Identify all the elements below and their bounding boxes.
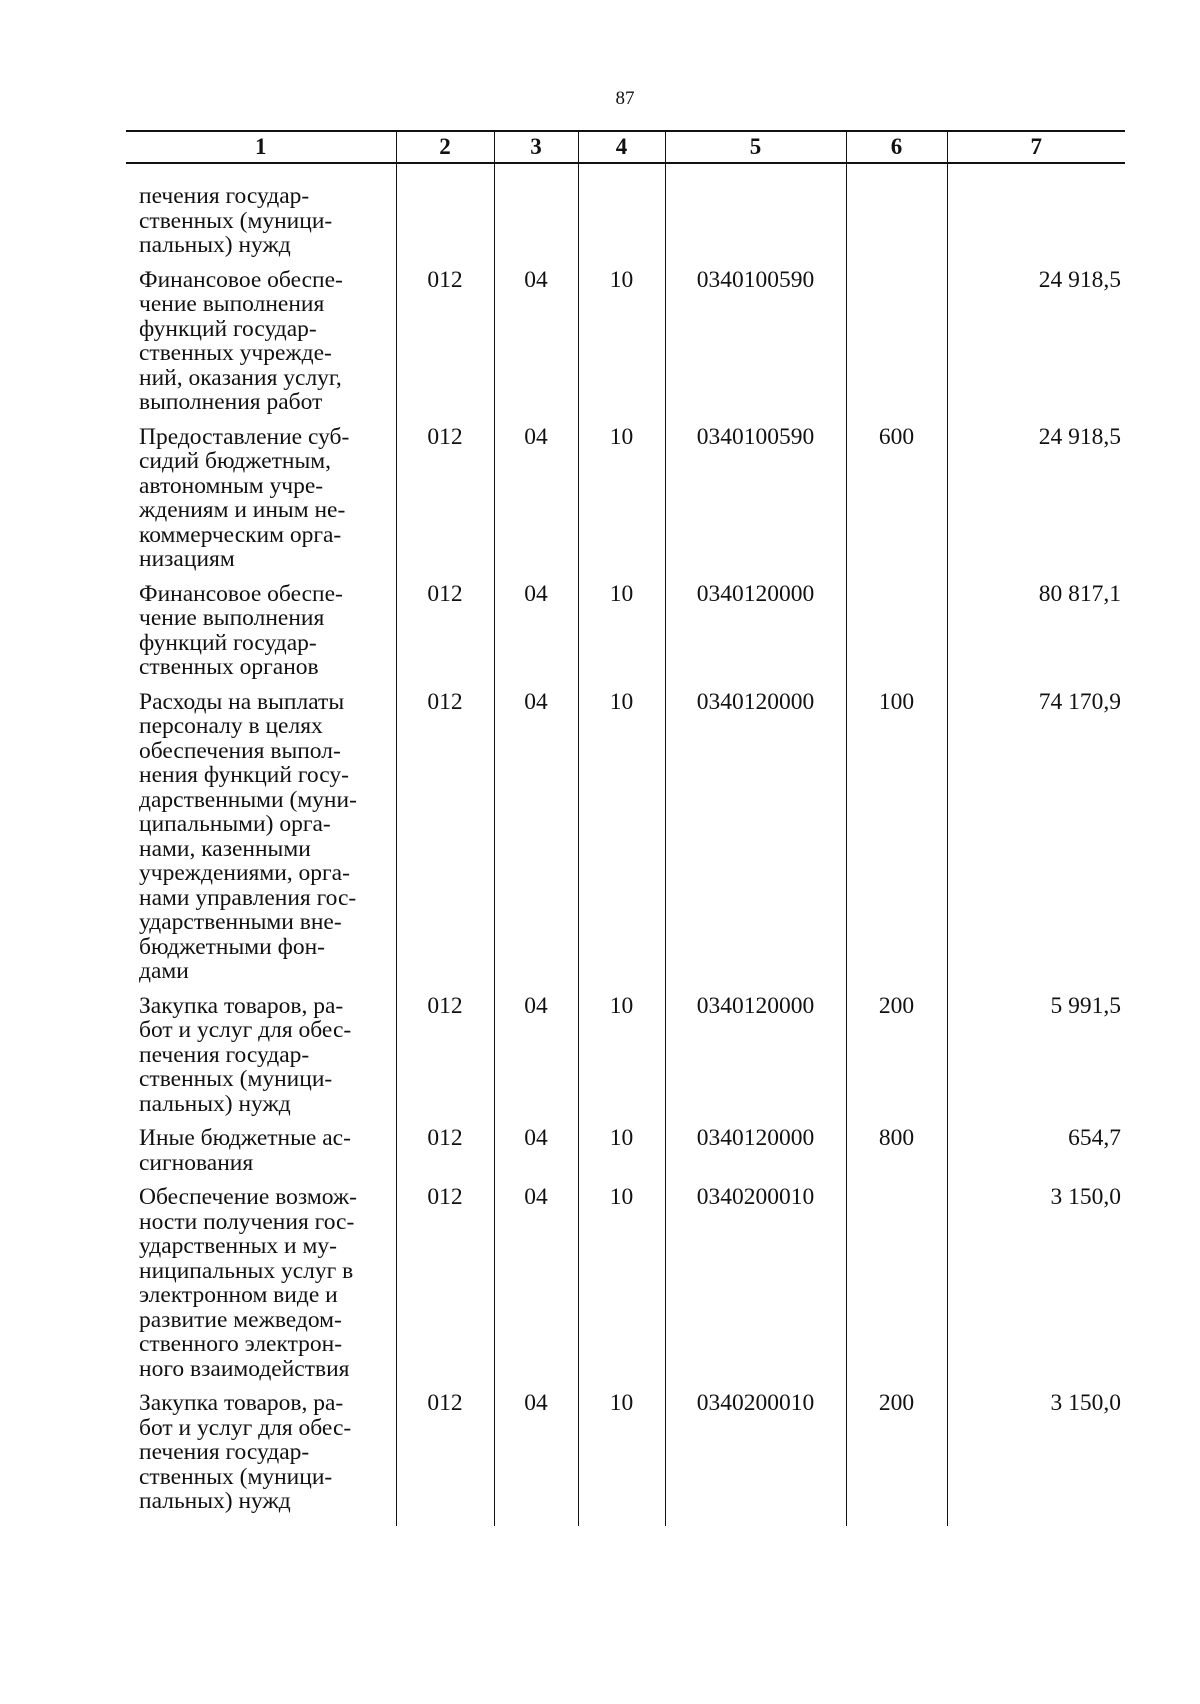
- description-line: ударственных и му-: [139, 1233, 337, 1259]
- section-code: 04: [494, 582, 578, 680]
- description-line: ниципальных услуг в: [139, 1257, 354, 1284]
- column-header-1: 1: [126, 131, 396, 163]
- admin-code: 012: [396, 1391, 494, 1514]
- admin-code: 012: [396, 994, 494, 1117]
- description-line: ственного электрон-: [139, 1331, 343, 1357]
- target-article-code: 0340120000: [665, 582, 846, 680]
- table-row: [126, 994, 1125, 1117]
- admin-code: 012: [396, 690, 494, 984]
- page-number: 87: [615, 88, 635, 109]
- target-article-code: 0340200010: [665, 1185, 846, 1381]
- subsection-code: 10: [578, 1185, 665, 1381]
- amount: 654,7: [947, 1126, 1125, 1175]
- amount: 74 170,9: [947, 690, 1125, 984]
- description-line: Предоставление суб-: [139, 423, 350, 450]
- description-line: бюджетными фон-: [139, 933, 325, 960]
- subsection-code: 10: [578, 425, 665, 572]
- description-line: Закупка товаров, ра-: [139, 1390, 344, 1416]
- row-gap: [126, 572, 1125, 582]
- section-code: [494, 184, 578, 258]
- description-line: ственных учрежде-: [139, 340, 332, 366]
- description-line: ний, оказания услуг,: [139, 364, 342, 391]
- table-row: [126, 1391, 1125, 1514]
- amount: [947, 184, 1125, 258]
- row-description: [126, 268, 396, 415]
- amount: 24 918,5: [947, 268, 1125, 415]
- admin-code: 012: [396, 1185, 494, 1381]
- description-line: ственных (муници-: [139, 1463, 333, 1490]
- description-line: ударственными вне-: [139, 909, 342, 935]
- section-code: 04: [494, 1126, 578, 1175]
- table-row: [126, 690, 1125, 984]
- row-description: [126, 994, 396, 1117]
- expense-type-code: 200: [846, 994, 947, 1117]
- subsection-code: 10: [578, 994, 665, 1117]
- expense-type-code: 600: [846, 425, 947, 572]
- section-code: 04: [494, 994, 578, 1117]
- row-gap: [126, 1514, 1125, 1526]
- column-header-5: 5: [665, 131, 846, 163]
- row-description: [126, 582, 396, 680]
- expense-type-code: [846, 582, 947, 680]
- description-line: обеспечения выпол-: [139, 737, 341, 764]
- row-description: [126, 1391, 396, 1514]
- expense-type-code: 800: [846, 1126, 947, 1175]
- column-header-4: 4: [578, 131, 665, 163]
- table-row: [126, 1126, 1125, 1175]
- description-line: сигнования: [139, 1149, 254, 1176]
- table-header: [126, 131, 1125, 163]
- description-line: нами, казенными: [139, 835, 311, 862]
- target-article-code: 0340120000: [665, 690, 846, 984]
- admin-code: 012: [396, 425, 494, 572]
- table-row: [126, 268, 1125, 415]
- description-line: печения государ-: [139, 183, 310, 209]
- target-article-code: 0340100590: [665, 425, 846, 572]
- description-line: бот и услуг для обес-: [139, 1017, 352, 1043]
- target-article-code: 0340100590: [665, 268, 846, 415]
- description-line: ности получения гос-: [139, 1208, 355, 1235]
- row-gap: [126, 415, 1125, 425]
- amount: 5 991,5: [947, 994, 1125, 1117]
- row-description: [126, 425, 396, 572]
- description-line: дарственными (муни-: [139, 786, 357, 813]
- subsection-code: 10: [578, 1126, 665, 1175]
- amount: 3 150,0: [947, 1391, 1125, 1514]
- spacer-row: [126, 163, 1125, 184]
- row-description: [126, 1185, 396, 1381]
- target-article-code: 0340200010: [665, 1391, 846, 1514]
- row-gap: [126, 680, 1125, 690]
- table-row: [126, 425, 1125, 572]
- section-code: 04: [494, 690, 578, 984]
- column-header-2: 2: [396, 131, 494, 163]
- row-gap: [126, 258, 1125, 268]
- table-row: [126, 1185, 1125, 1381]
- table-row: [126, 582, 1125, 680]
- expense-type-code: [846, 1185, 947, 1381]
- description-line: Обеспечение возмож-: [139, 1184, 357, 1210]
- amount: 3 150,0: [947, 1185, 1125, 1381]
- description-line: Иные бюджетные ас-: [139, 1125, 351, 1151]
- description-line: персоналу в целях: [139, 713, 323, 739]
- description-line: ственных (муници-: [139, 207, 333, 234]
- description-line: чение выполнения: [139, 605, 325, 631]
- description-line: дами: [139, 958, 189, 984]
- description-line: чение выполнения: [139, 291, 325, 317]
- description-line: ждениям и иным не-: [139, 497, 346, 523]
- table-row: [126, 184, 1125, 258]
- section-code: 04: [494, 1185, 578, 1381]
- amount: 80 817,1: [947, 582, 1125, 680]
- description-line: коммерческим орга-: [139, 521, 342, 548]
- description-line: пальных) нужд: [139, 232, 291, 258]
- row-description: [126, 184, 396, 258]
- expense-type-code: [846, 184, 947, 258]
- description-line: пальных) нужд: [139, 1488, 291, 1514]
- description-line: функций государ-: [139, 315, 317, 342]
- section-code: 04: [494, 268, 578, 415]
- description-line: развитие межведом-: [139, 1306, 342, 1333]
- description-line: ципальными) орга-: [139, 811, 331, 837]
- description-line: Закупка товаров, ра-: [139, 992, 344, 1019]
- description-line: печения государ-: [139, 1439, 310, 1465]
- description-line: автономным учре-: [139, 472, 324, 499]
- description-line: учреждениями, орга-: [139, 860, 350, 886]
- subsection-code: 10: [578, 1391, 665, 1514]
- description-line: Расходы на выплаты: [139, 688, 345, 715]
- description-line: нами управления гос-: [139, 884, 357, 911]
- description-line: функций государ-: [139, 629, 317, 656]
- description-line: печения государ-: [139, 1041, 310, 1068]
- description-line: Финансовое обеспе-: [139, 580, 343, 607]
- admin-code: 012: [396, 268, 494, 415]
- description-line: нения функций госу-: [139, 762, 349, 788]
- row-gap: [126, 984, 1125, 994]
- row-description: [126, 690, 396, 984]
- description-line: сидий бюджетным,: [139, 448, 332, 474]
- section-code: 04: [494, 425, 578, 572]
- header-row: [126, 131, 1125, 163]
- amount: 24 918,5: [947, 425, 1125, 572]
- description-line: выполнения работ: [139, 389, 323, 415]
- admin-code: [396, 184, 494, 258]
- description-line: пальных) нужд: [139, 1090, 291, 1117]
- description-line: ственных органов: [139, 654, 319, 680]
- section-code: 04: [494, 1391, 578, 1514]
- description-line: ственных (муници-: [139, 1066, 333, 1092]
- target-article-code: [665, 184, 846, 258]
- column-header-6: 6: [846, 131, 947, 163]
- expense-type-code: 200: [846, 1391, 947, 1514]
- description-line: Финансовое обеспе-: [139, 266, 343, 293]
- column-header-7: 7: [947, 131, 1125, 163]
- target-article-code: 0340120000: [665, 1126, 846, 1175]
- description-line: бот и услуг для обес-: [139, 1414, 352, 1441]
- admin-code: 012: [396, 1126, 494, 1175]
- expense-type-code: 100: [846, 690, 947, 984]
- table-body: [126, 163, 1125, 1526]
- description-line: низациям: [139, 546, 235, 572]
- subsection-code: [578, 184, 665, 258]
- subsection-code: 10: [578, 268, 665, 415]
- subsection-code: 10: [578, 690, 665, 984]
- row-description: [126, 1126, 396, 1175]
- expense-type-code: [846, 268, 947, 415]
- column-header-3: 3: [494, 131, 578, 163]
- budget-table: [126, 130, 1125, 1526]
- target-article-code: 0340120000: [665, 994, 846, 1117]
- subsection-code: 10: [578, 582, 665, 680]
- admin-code: 012: [396, 582, 494, 680]
- description-line: ного взаимодействия: [139, 1355, 350, 1382]
- description-line: электронном виде и: [139, 1282, 338, 1308]
